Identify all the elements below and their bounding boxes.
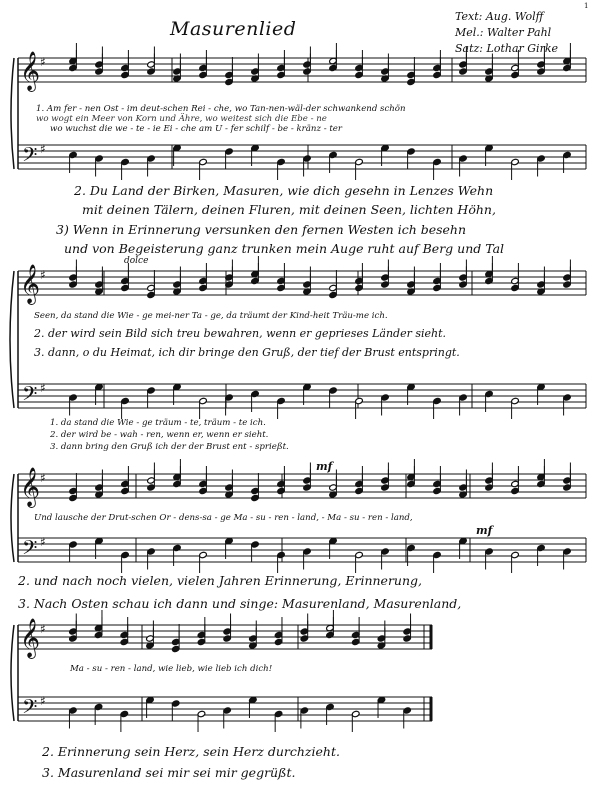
treble-clef: 𝄞 bbox=[20, 51, 41, 91]
dynamic-marking: mf bbox=[316, 460, 333, 473]
verse3-line: 3) Wenn in Erinnerung versunken den fernen Westen ich besehn bbox=[56, 222, 467, 237]
note-heads bbox=[69, 43, 572, 732]
staff-system2-bass bbox=[18, 384, 586, 408]
verse2-line: 2. Du Land der Birken, Masuren, wie dich gesehn in Lenzes Wehn bbox=[74, 183, 494, 198]
lyric-line: 3. dann, o du Heimat, ich dir bringe den Gruß, der tief der Brust entspringt. bbox=[34, 346, 460, 359]
dolce-marking: dolce bbox=[124, 256, 149, 266]
verse2-line: 2. und nach noch vielen, vielen Jahren Erinnerung, Erinnerung, bbox=[18, 573, 423, 588]
staff-system1-treble bbox=[18, 58, 586, 82]
lyric-line: wo wogt ein Meer von Korn und Ähre, wo weitest sich die Ebe - ne bbox=[36, 114, 327, 124]
staff-system2-treble bbox=[18, 271, 586, 295]
key-signature: ♯ bbox=[40, 622, 46, 636]
bass-lyric-line: 1. da stand die Wie - ge träum - te, träum - te ich. bbox=[50, 418, 266, 428]
treble-clef: 𝄞 bbox=[20, 467, 41, 507]
bass-clef: 𝄢 bbox=[22, 143, 38, 171]
bass-lyric-line: 2. der wird be - wah - ren, wenn er, wenn er sieht. bbox=[50, 430, 269, 440]
credit-text: Text: Aug. Wolff bbox=[455, 10, 544, 23]
key-signature: ♯ bbox=[40, 694, 46, 708]
lyric-line: 1. Am fer - nen Ost - im deut-schen Rei - che, wo Tan-nen-wäl-der schwankend schön bbox=[36, 104, 406, 114]
bass-clef: 𝄢 bbox=[22, 536, 38, 564]
lyric-line: Und lausche der Drut-schen Or - dens-sa - ge Ma - su - ren - land, - Ma - su - ren - land, bbox=[34, 513, 413, 523]
dynamic-marking: mf bbox=[476, 524, 493, 537]
bass-clef: 𝄢 bbox=[22, 695, 38, 723]
verse2-line: mit deinen Tälern, deinen Fluren, mit deinen Seen, lichten Höhn, bbox=[82, 202, 496, 217]
key-signature: ♯ bbox=[40, 142, 46, 156]
staff-system3-treble bbox=[18, 474, 586, 498]
verse3-line: und von Begeisterung ganz trunken mein Auge ruht auf Berg und Tal bbox=[64, 241, 505, 256]
page-mark: 1 bbox=[584, 2, 589, 10]
key-signature: ♯ bbox=[40, 55, 46, 69]
verse3-line: 3. Masurenland sei mir sei mir gegrüßt. bbox=[42, 765, 296, 780]
verse3-line: 3. Nach Osten schau ich dann und singe: Masurenland, Masurenland, bbox=[18, 596, 462, 611]
key-signature: ♯ bbox=[40, 268, 46, 282]
key-signature: ♯ bbox=[40, 535, 46, 549]
credit-arrangement: Satz: Lothar Girke bbox=[455, 42, 558, 55]
key-signature: ♯ bbox=[40, 471, 46, 485]
bass-clef: 𝄢 bbox=[22, 382, 38, 410]
staff-system3-bass bbox=[18, 538, 586, 562]
lyric-line: 2. der wird sein Bild sich treu bewahren, wenn er geprieses Länder sieht. bbox=[34, 327, 447, 340]
bass-lyric-line: 3. dann bring den Gruß ich der der Brust ent - sprießt. bbox=[50, 442, 289, 452]
page-title: Masurenlied bbox=[170, 18, 297, 40]
treble-clef: 𝄞 bbox=[20, 264, 41, 304]
lyric-line: wo wuchst die we - te - ie Ei - che am U - fer schilf - be - kränz - ter bbox=[50, 124, 342, 134]
staff-system1-bass bbox=[18, 145, 586, 169]
key-signature: ♯ bbox=[40, 381, 46, 395]
treble-clef: 𝄞 bbox=[20, 618, 41, 658]
verse2-line: 2. Erinnerung sein Herz, sein Herz durchzieht. bbox=[42, 744, 340, 759]
credit-melody: Mel.: Walter Pahl bbox=[455, 26, 552, 39]
lyric-line: Ma - su - ren - land, wie lieb, wie lieb ich dich! bbox=[70, 664, 273, 674]
lyric-line: Seen, da stand die Wie - ge mei-ner Ta - ge, da träumt der Kind-heit Träu-me ich. bbox=[34, 311, 388, 321]
